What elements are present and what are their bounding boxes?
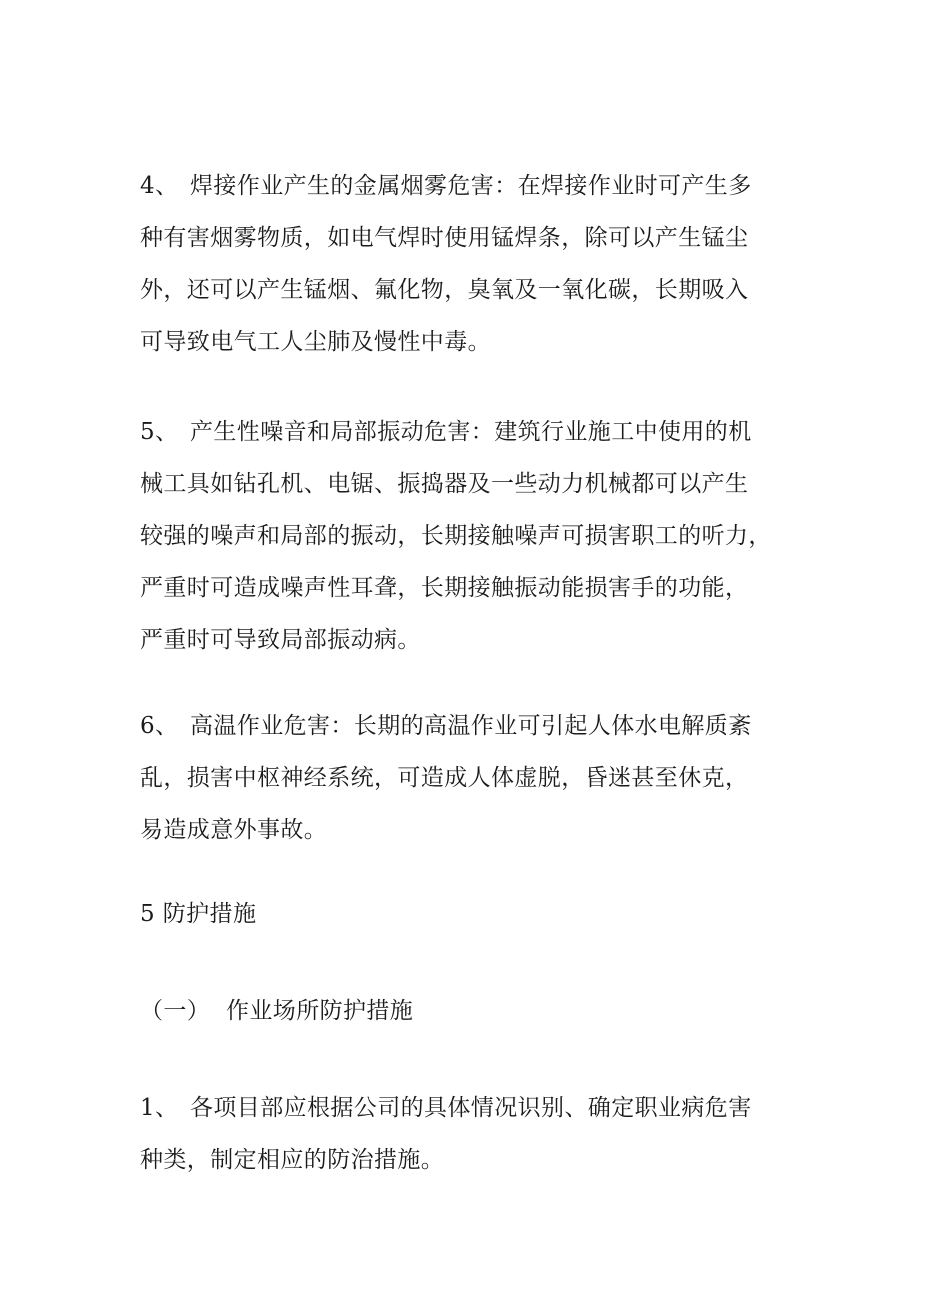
- paragraph-welding-fumes: [140, 160, 800, 368]
- paragraph-line: 严重时可导致局部振动病。: [140, 627, 421, 653]
- subsection-marker: （一）: [140, 998, 211, 1024]
- paragraph-number: 4、: [140, 173, 179, 199]
- paragraph-number: 5、: [140, 419, 179, 445]
- line-text: 高温作业危害：长期的高温作业可引起人体水电解质紊: [190, 713, 752, 739]
- paragraph-line: [140, 1082, 800, 1134]
- paragraph-number: 1、: [140, 1095, 179, 1121]
- paragraph-project-measures: [140, 1082, 800, 1186]
- paragraph-line: 外，还可以产生锰烟、氟化物，臭氧及一氧化碳，长期吸入: [140, 277, 749, 303]
- paragraph-line: [140, 406, 800, 458]
- paragraph-line: [140, 160, 800, 212]
- line-text: 各项目部应根据公司的具体情况识别、确定职业病危害: [190, 1095, 752, 1121]
- paragraph-line: 可导致电气工人尘肺及慢性中毒。: [140, 329, 491, 355]
- paragraph-line: 乱，损害中枢神经系统，可造成人体虚脱，昏迷甚至休克，: [140, 765, 749, 791]
- paragraph-high-temperature: [140, 700, 800, 856]
- paragraph-noise-vibration: [140, 406, 800, 666]
- paragraph-line: 械工具如钻孔机、电锯、振捣器及一些动力机械都可以产生: [140, 471, 749, 497]
- paragraph-line: 较强的噪声和局部的振动，长期接触噪声可损害职工的听力，: [140, 523, 772, 549]
- paragraph-line: 种类，制定相应的防治措施。: [140, 1147, 445, 1173]
- paragraph-line: [140, 700, 800, 752]
- subsection-heading: [140, 985, 800, 1037]
- paragraph-line: 严重时可造成噪声性耳聋，长期接触振动能损害手的功能，: [140, 575, 749, 601]
- line-text: 产生性噪音和局部振动危害：建筑行业施工中使用的机: [190, 419, 752, 445]
- paragraph-number: 6、: [140, 713, 179, 739]
- section-heading: 5 防护措施: [140, 901, 257, 927]
- paragraph-line: 种有害烟雾物质，如电气焊时使用锰焊条，除可以产生锰尘: [140, 225, 749, 251]
- subsection-title: 作业场所防护措施: [226, 998, 414, 1024]
- paragraph-line: 易造成意外事故。: [140, 817, 328, 843]
- line-text: 焊接作业产生的金属烟雾危害：在焊接作业时可产生多: [190, 173, 752, 199]
